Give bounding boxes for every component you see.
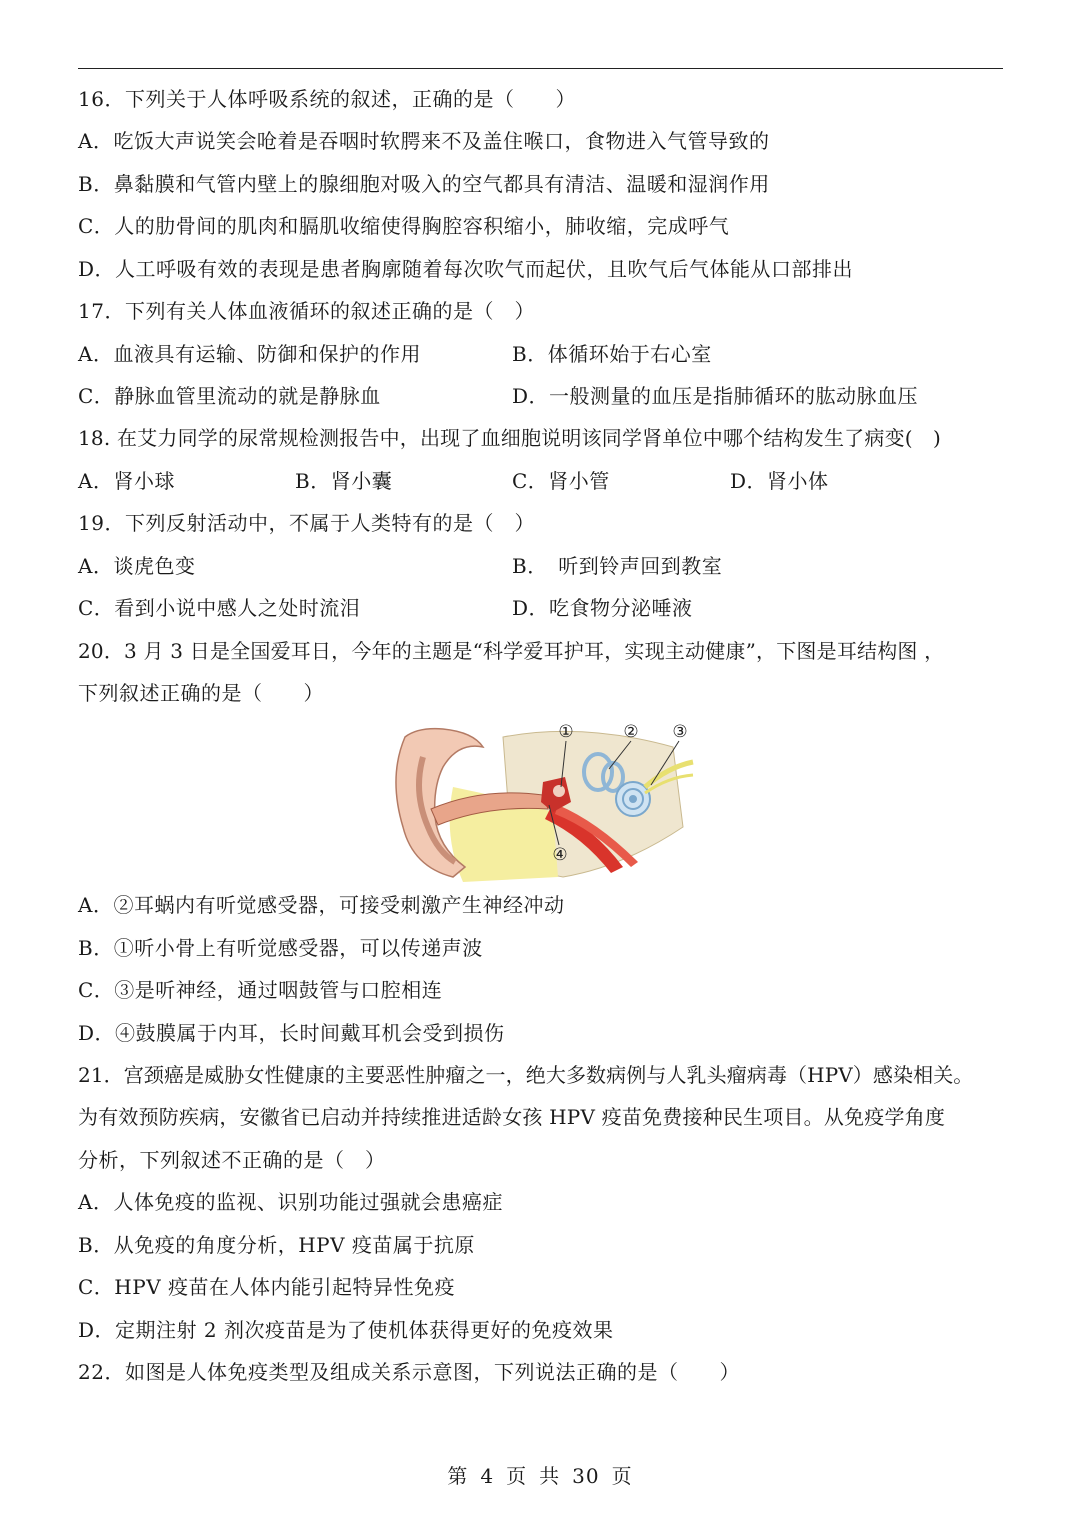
q18-option-c: C．肾小管 bbox=[512, 469, 610, 493]
q16-option-a: A．吃饭大声说笑会呛着是吞咽时软腭来不及盖住喉口，食物进入气管导致的 bbox=[78, 129, 770, 153]
footer-pre: 第 bbox=[447, 1464, 469, 1488]
q22-stem: 22．如图是人体免疫类型及组成关系示意图，下列说法正确的是（ ） bbox=[78, 1360, 740, 1384]
q21-option-c: C．HPV 疫苗在人体内能引起特异性免疫 bbox=[78, 1275, 456, 1299]
footer-mid: 页 bbox=[506, 1464, 528, 1488]
q19-option-a: A．谈虎色变 bbox=[78, 554, 196, 578]
q16-option-c: C．人的肋骨间的肌肉和膈肌收缩使得胸腔容积缩小，肺收缩，完成呼气 bbox=[78, 214, 730, 238]
q20-option-b: B．①听小骨上有听觉感受器，可以传递声波 bbox=[78, 936, 483, 960]
q21-stem-line2: 为有效预防疾病，安徽省已启动并持续推进适龄女孩 HPV 疫苗免费接种民生项目。从免疫学角度 bbox=[78, 1105, 946, 1129]
figure-label-1: ① bbox=[558, 722, 574, 742]
q19-stem: 19．下列反射活动中，不属于人类特有的是（ ） bbox=[78, 511, 535, 535]
figure-label-3: ③ bbox=[672, 722, 688, 742]
q16-option-d: D．人工呼吸有效的表现是患者胸廓随着每次吹气而起伏，且吹气后气体能从口部排出 bbox=[78, 257, 854, 281]
q17-option-a: A．血液具有运输、防御和保护的作用 bbox=[78, 342, 421, 366]
q20-stem-line2: 下列叙述正确的是（ ） bbox=[78, 681, 324, 705]
footer-page-number: 4 bbox=[480, 1464, 495, 1488]
q18-option-b: B．肾小囊 bbox=[295, 469, 393, 493]
footer-total-pre: 共 bbox=[539, 1464, 561, 1488]
q18-option-a: A．肾小球 bbox=[78, 469, 175, 493]
q18-stem: 18. 在艾力同学的尿常规检测报告中，出现了血细胞说明该同学肾单位中哪个结构发生了病变( ) bbox=[78, 426, 941, 450]
q21-stem-line1: 21．宫颈癌是威胁女性健康的主要恶性肿瘤之一，绝大多数病例与人乳头瘤病毒（HPV）感染相关。 bbox=[78, 1063, 974, 1087]
q18-option-d: D．肾小体 bbox=[730, 469, 829, 493]
q21-option-b: B．从免疫的角度分析，HPV 疫苗属于抗原 bbox=[78, 1233, 475, 1257]
q17-option-c: C．静脉血管里流动的就是静脉血 bbox=[78, 384, 381, 408]
q19-option-d: D．吃食物分泌唾液 bbox=[512, 596, 693, 620]
figure-label-4: ④ bbox=[552, 845, 568, 865]
page-footer bbox=[0, 1460, 1080, 1489]
q20-stem-line1: 20．3 月 3 日是全国爱耳日，今年的主题是“科学爱耳护耳，实现主动健康”，下图是耳结构图 ， bbox=[78, 639, 945, 663]
q21-stem-line3: 分析，下列叙述不正确的是（ ） bbox=[78, 1148, 386, 1172]
figure-label-2: ② bbox=[623, 722, 639, 742]
q17-option-d: D．一般测量的血压是指肺循环的肱动脉血压 bbox=[512, 384, 919, 408]
q16-option-b: B．鼻黏膜和气管内壁上的腺细胞对吸入的空气都具有清洁、温暖和湿润作用 bbox=[78, 172, 770, 196]
q19-option-b: B． 听到铃声回到教室 bbox=[512, 554, 723, 578]
ear-structure-figure bbox=[383, 717, 695, 887]
q21-option-d: D．定期注射 2 剂次疫苗是为了使机体获得更好的免疫效果 bbox=[78, 1318, 614, 1342]
q16-stem: 16．下列关于人体呼吸系统的叙述，正确的是（ ） bbox=[78, 87, 576, 111]
q20-option-d: D．④鼓膜属于内耳，长时间戴耳机会受到损伤 bbox=[78, 1021, 505, 1045]
footer-post: 页 bbox=[611, 1464, 633, 1488]
header-rule bbox=[78, 68, 1003, 69]
q17-stem: 17．下列有关人体血液循环的叙述正确的是（ ） bbox=[78, 299, 535, 323]
q21-option-a: A．人体免疫的监视、识别功能过强就会患癌症 bbox=[78, 1190, 503, 1214]
footer-total-pages: 30 bbox=[572, 1464, 600, 1488]
q17-option-b: B．体循环始于右心室 bbox=[512, 342, 712, 366]
q20-option-a: A．②耳蜗内有听觉感受器，可接受刺激产生神经冲动 bbox=[78, 893, 565, 917]
q19-option-c: C．看到小说中感人之处时流泪 bbox=[78, 596, 361, 620]
q20-option-c: C．③是听神经，通过咽鼓管与口腔相连 bbox=[78, 978, 443, 1002]
